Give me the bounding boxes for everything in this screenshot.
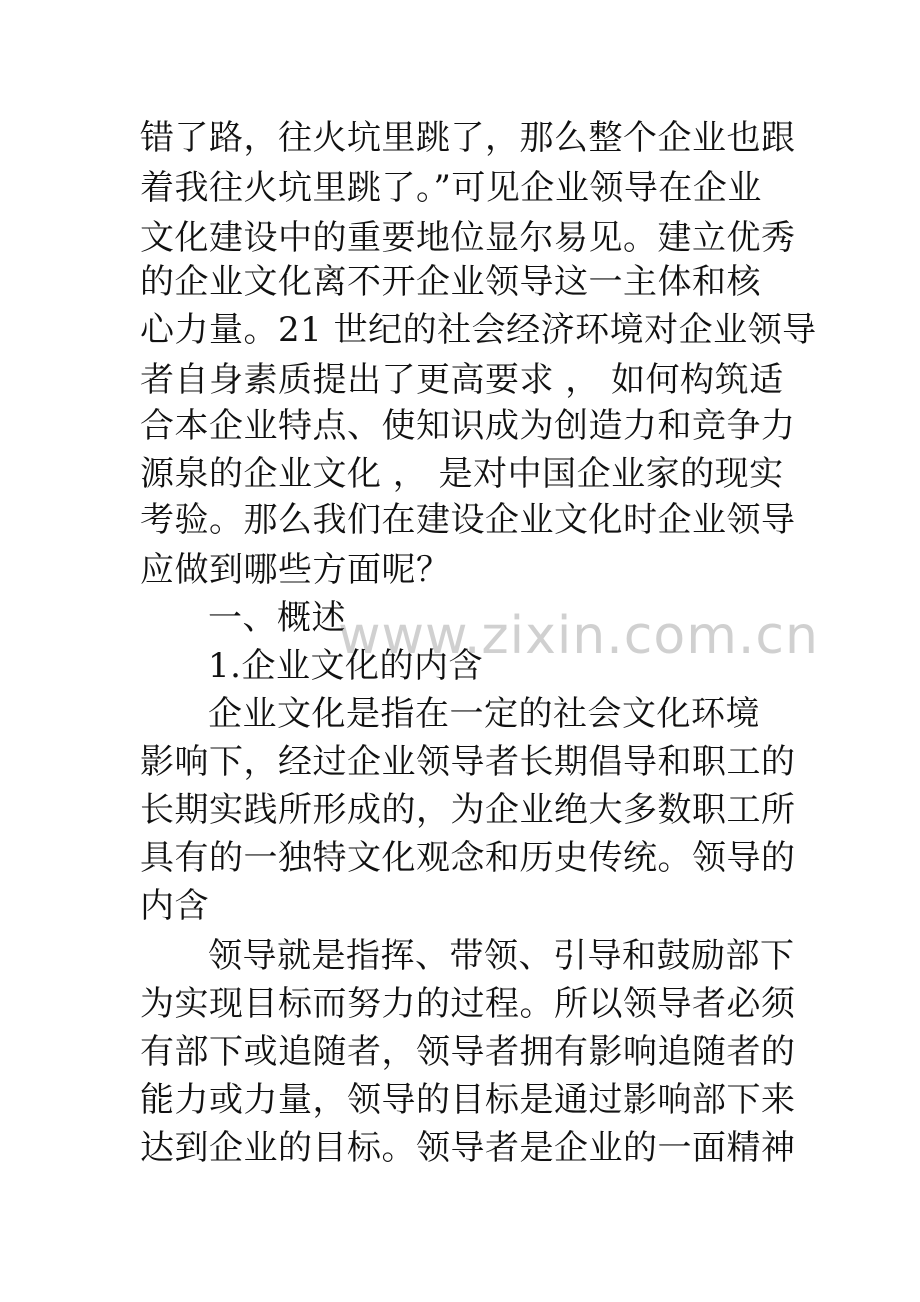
text-line: 文化建设中的重要地位显尔易见。建立优秀 (140, 218, 796, 258)
text-line: 合本企业特点、使知识成为创造力和竞争力 (140, 406, 796, 446)
text-line: 者自身素质提出了更高要求 ， 如何构筑适 (140, 360, 784, 400)
section-heading: 一、概述 (208, 598, 346, 638)
text-line: 内含 (140, 886, 209, 926)
text-line: 着我往火坑里跳了。”可见企业领导在企业 (140, 168, 762, 208)
text-line: 源泉的企业文化 ， 是对中国企业家的现实 (140, 454, 784, 494)
text-line: 错了路，往火坑里跳了，那么整个企业也跟 (140, 118, 796, 158)
watermark: www.zixin.com.cn (338, 606, 819, 666)
text-line: 具有的一独特文化观念和历史传统。领导的 (140, 838, 796, 878)
text-line: 有部下或追随者，领导者拥有影响追随者的 (140, 1032, 796, 1072)
text-line: 的企业文化离不开企业领导这一主体和核 (140, 262, 761, 302)
text-line: 领导就是指挥、带领、引导和鼓励部下 (208, 936, 795, 976)
text-line: 考验。那么我们在建设企业文化时企业领导 (140, 500, 796, 540)
text-line: 达到企业的目标。领导者是企业的一面精神 (140, 1128, 796, 1168)
text-line: 心力量。21 世纪的社会经济环境对企业领导 (140, 310, 817, 350)
text-line: 企业文化是指在一定的社会文化环境 (208, 694, 760, 734)
subsection-heading: 1.企业文化的内含 (208, 646, 483, 686)
text-line: 为实现目标而努力的过程。所以领导者必须 (140, 984, 796, 1024)
text-line: 应做到哪些方面呢？ (140, 550, 451, 590)
text-line: 影响下，经过企业领导者长期倡导和职工的 (140, 742, 796, 782)
text-line: 能力或力量，领导的目标是通过影响部下来 (140, 1080, 796, 1120)
text-line: 长期实践所形成的，为企业绝大多数职工所 (140, 790, 796, 830)
